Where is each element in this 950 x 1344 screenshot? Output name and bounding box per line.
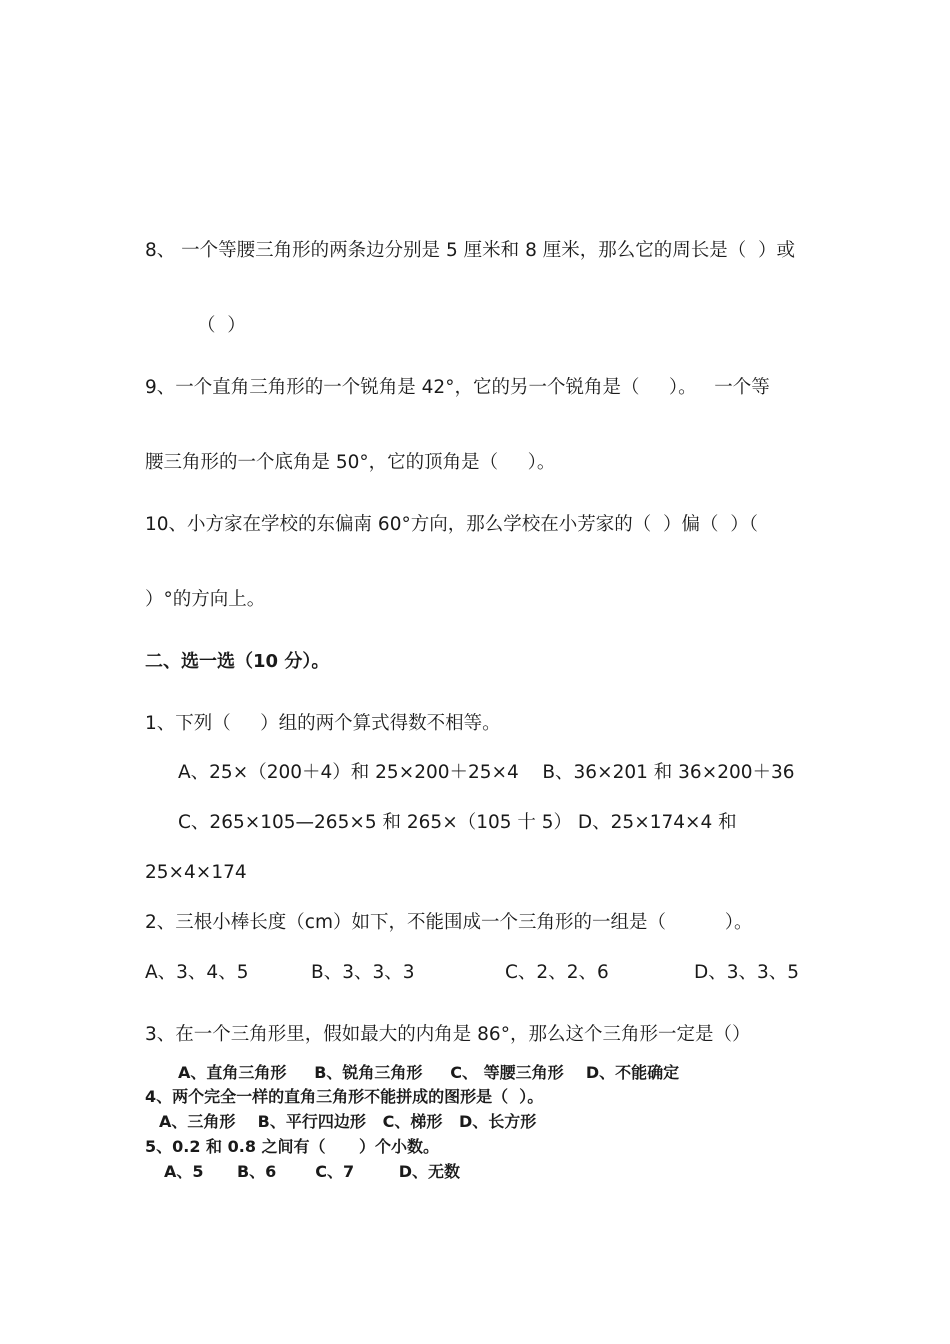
choice-1-options-cd: C、265×105—265×5 和 265×（105 十 5） D、25×174×4 和 — [178, 812, 737, 833]
question-9-line-2: 腰三角形的一个底角是 50°，它的顶角是（ ）。 — [145, 452, 556, 473]
choice-3-stem: 3、在一个三角形里，假如最大的内角是 86°，那么这个三角形一定是（） — [145, 1024, 751, 1045]
choice-1-options-ab: A、25×（200＋4）和 25×200＋25×4 B、36×201 和 36×200＋36 — [178, 762, 795, 783]
choice-3-options: A、直角三角形 B、锐角三角形 C、 等腰三角形 D、不能确定 — [178, 1063, 680, 1082]
question-9-line-1: 9、一个直角三角形的一个锐角是 42°，它的另一个锐角是（ ）。 一个等 — [145, 377, 770, 398]
choice-4-options: A、三角形 B、平行四边形 C、梯形 D、长方形 — [159, 1112, 537, 1131]
choice-2-option-b: B、3、3、3 — [311, 962, 415, 983]
question-10-line-1: 10、小方家在学校的东偏南 60°方向，那么学校在小芳家的（ ）偏（ ）（ — [145, 514, 758, 535]
choice-2-option-d: D、3、3、5 — [694, 962, 800, 983]
choice-5-options: A、5 B、6 C、7 D、无数 — [164, 1162, 460, 1181]
question-8-line-2: （ ） — [197, 315, 246, 336]
question-10-line-2: ）°的方向上。 — [145, 589, 266, 610]
choice-2-option-a: A、3、4、5 — [145, 962, 249, 983]
choice-2-option-c: C、2、2、6 — [505, 962, 609, 983]
choice-2-stem: 2、三根小棒长度（cm）如下，不能围成一个三角形的一组是（ ）。 — [145, 912, 753, 933]
choice-4-stem: 4、两个完全一样的直角三角形不能拼成的图形是（ ）。 — [145, 1087, 544, 1106]
section-2-heading: 二、选一选（10 分）。 — [145, 651, 330, 672]
choice-1-option-d-continued: 25×4×174 — [145, 862, 247, 883]
choice-5-stem: 5、0.2 和 0.8 之间有（ ）个小数。 — [145, 1137, 439, 1156]
choice-1-stem: 1、下列（ ）组的两个算式得数不相等。 — [145, 713, 501, 734]
question-8-line-1: 8、 一个等腰三角形的两条边分别是 5 厘米和 8 厘米，那么它的周长是（ ）或 — [145, 240, 795, 261]
